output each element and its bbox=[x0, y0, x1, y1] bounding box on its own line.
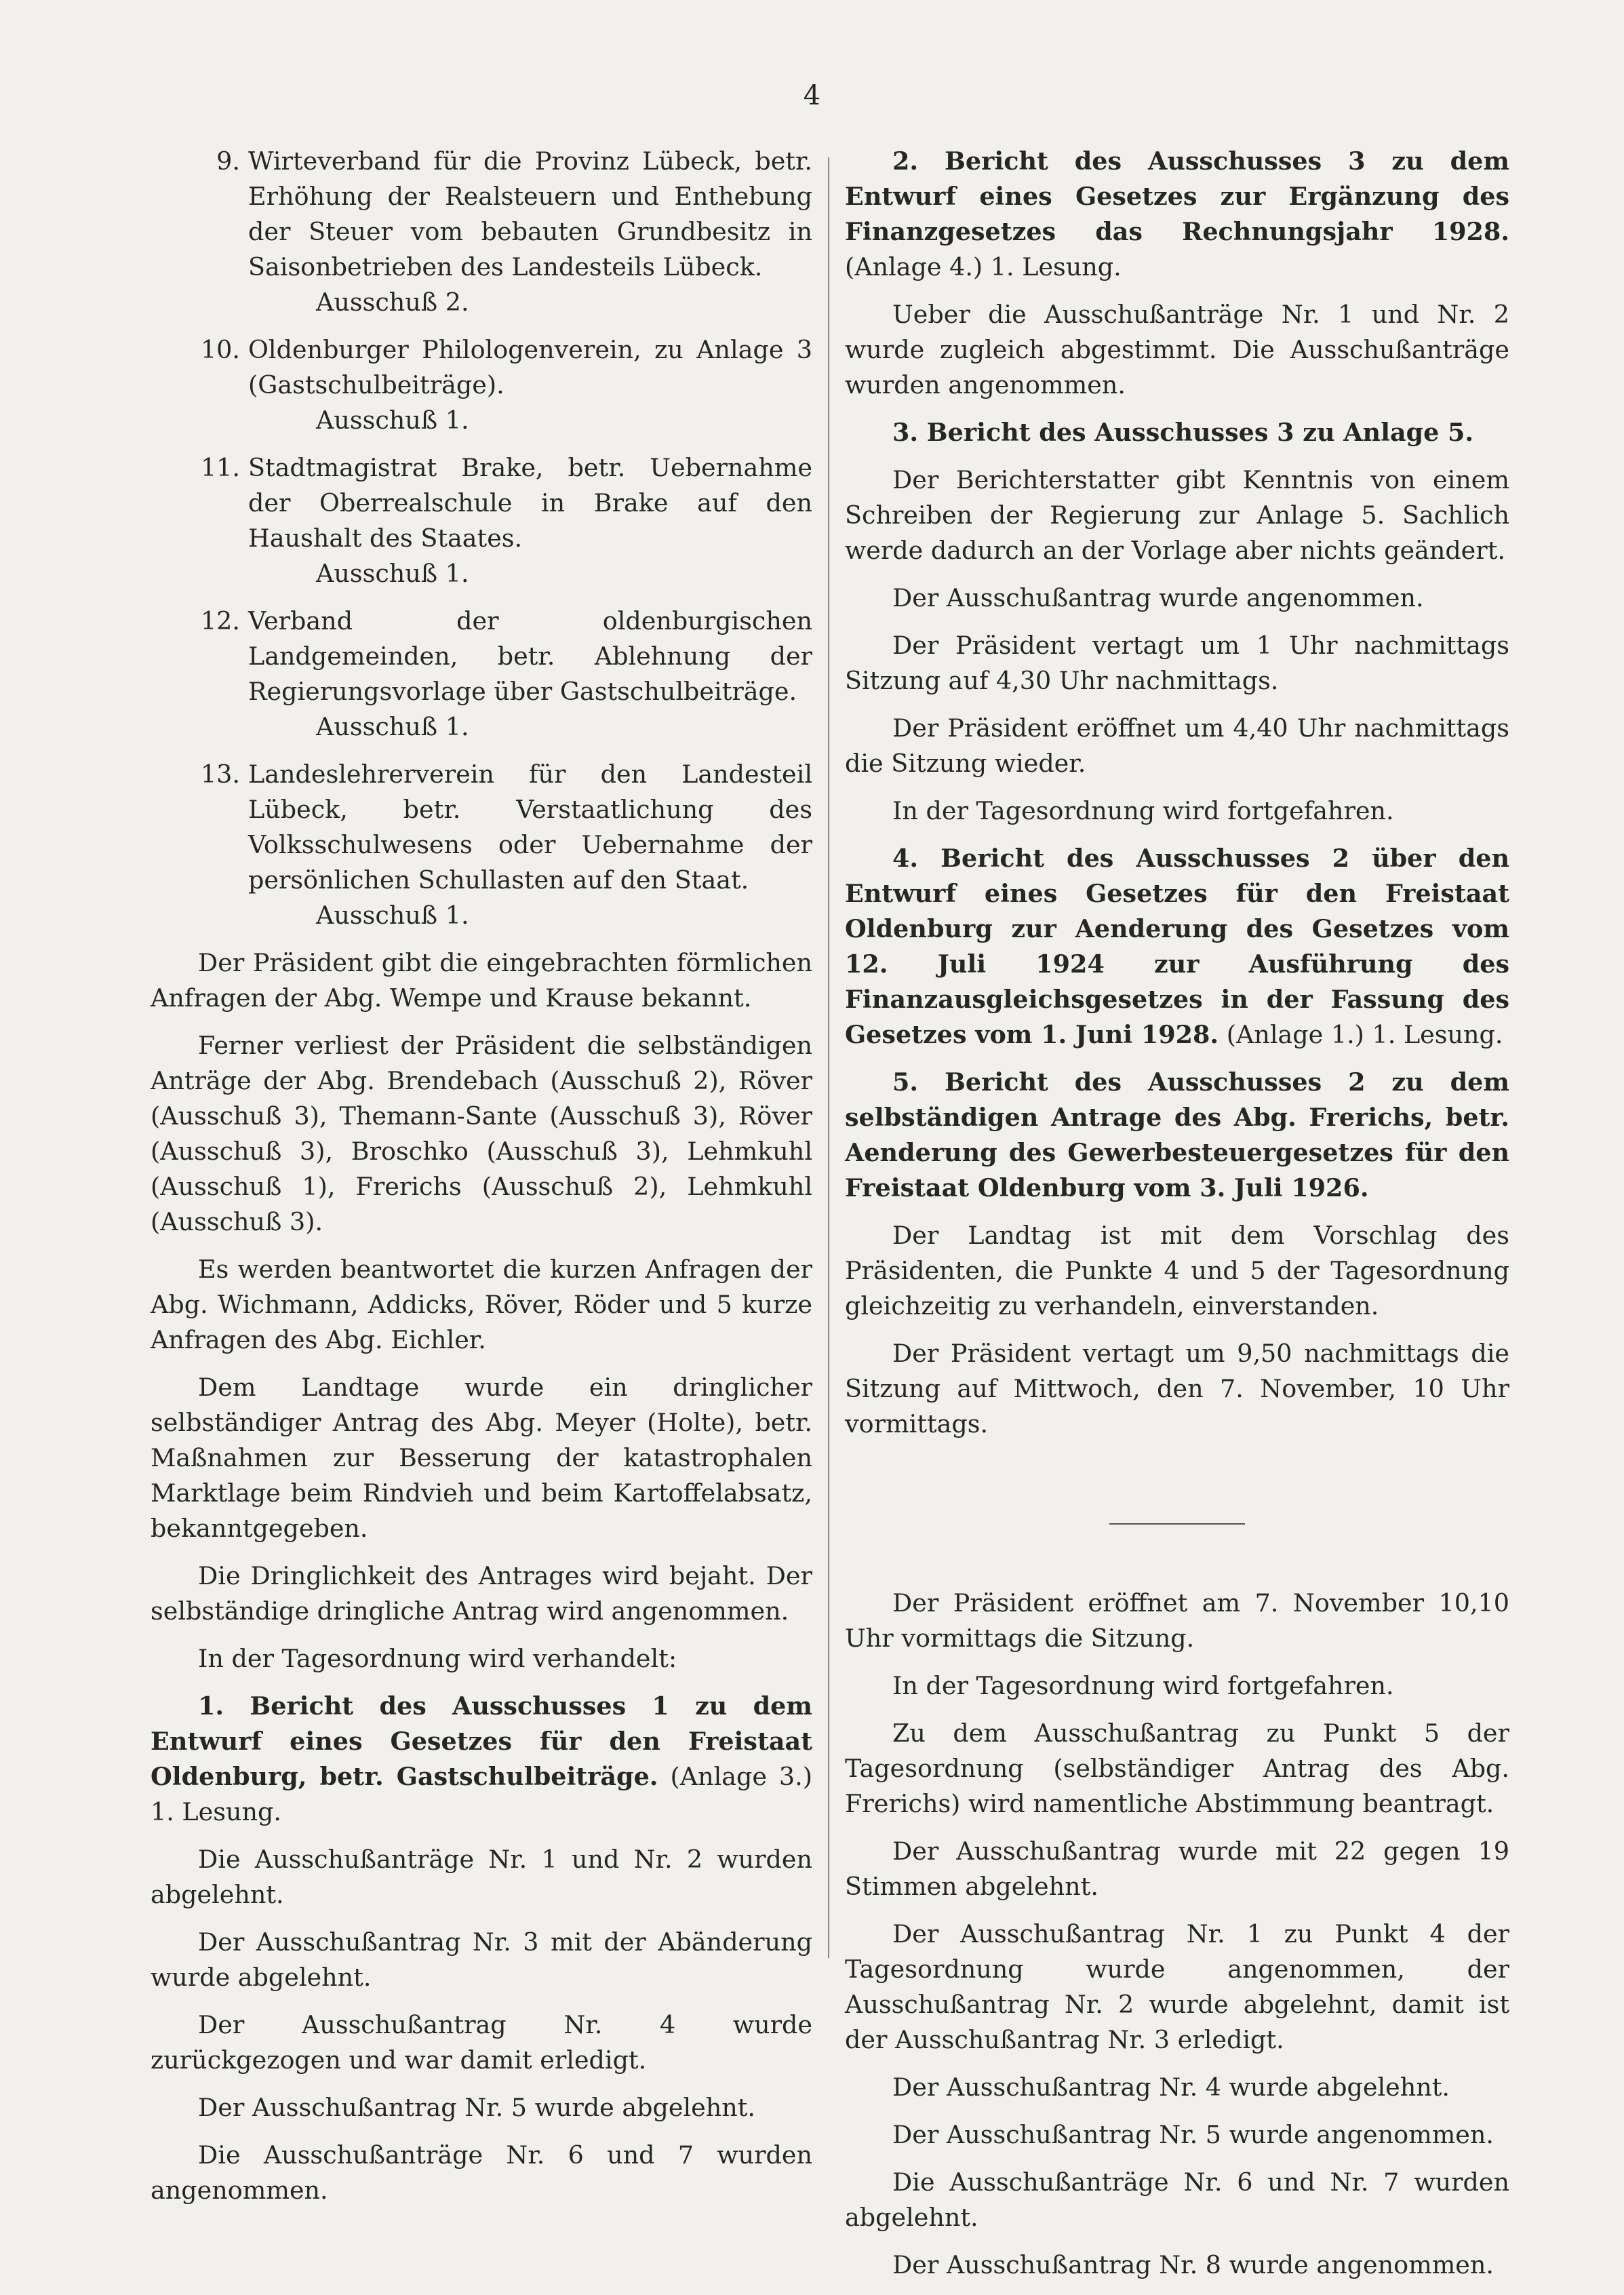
petition-text: Stadtmagistrat Brake, betr. Uebernahme der Oberrealschule in Brake auf den Haushalt des Staates. bbox=[248, 453, 812, 553]
paragraph: Der Ausschußantrag Nr. 4 wurde abgelehnt. bbox=[892, 2073, 1450, 2102]
right-column bbox=[845, 144, 1509, 2295]
petition-item bbox=[151, 757, 812, 933]
report-heading-paragraph bbox=[845, 1065, 1509, 1206]
petition-committee: Ausschuß 1. bbox=[316, 406, 469, 435]
paragraph: Der Präsident gibt die eingebrachten förmlichen Anfragen der Abg. Wempe und Krause bekannt. bbox=[151, 948, 812, 1013]
paragraph: Die Ausschußanträge Nr. 1 und Nr. 2 wurden abgelehnt. bbox=[151, 1845, 812, 1909]
report-heading: 5. Bericht des Ausschusses 2 zu dem selbständigen Antrage des Abg. Frerichs, betr. Aenderung des Gewerbesteuergesetzes für den Freistaat Oldenburg vom 3. Juli 1926. bbox=[845, 1067, 1509, 1202]
petition-number: 9. bbox=[216, 146, 240, 176]
paragraph: Der Ausschußantrag wurde angenommen. bbox=[892, 583, 1424, 612]
petition-item bbox=[151, 450, 812, 591]
petition-item bbox=[151, 604, 812, 745]
paragraph: Der Präsident vertagt um 1 Uhr nachmittags Sitzung auf 4,30 Uhr nachmittags. bbox=[845, 631, 1509, 695]
paragraph: Ferner verliest der Präsident die selbständigen Anträge der Abg. Brendebach (Ausschuß 2), Röver (Ausschuß 3), Themann-Sante (Ausschuß 3), Röver (Ausschuß 3), Broschko (Ausschuß 3), Lehmkuhl (Ausschuß 1), Frerichs (Ausschuß 2), Lehmkuhl (Ausschuß 3). bbox=[151, 1031, 812, 1236]
report-heading-suffix: (Anlage 1.) 1. Lesung. bbox=[1219, 1020, 1503, 1049]
petition-committee: Ausschuß 2. bbox=[316, 288, 469, 317]
paragraph: Die Dringlichkeit des Antrages wird bejaht. Der selbständige dringliche Antrag wird angenommen. bbox=[151, 1561, 812, 1626]
petition-number: 10. bbox=[200, 335, 240, 364]
paragraph: In der Tagesordnung wird fortgefahren. bbox=[892, 796, 1394, 825]
paragraph: Der Präsident vertagt um 9,50 nachmittags die Sitzung auf Mittwoch, den 7. November, 10 Uhr vormittags. bbox=[845, 1339, 1509, 1438]
paragraph: Es werden beantwortet die kurzen Anfragen der Abg. Wichmann, Addicks, Röver, Röder und 5 kurze Anfragen des Abg. Eichler. bbox=[151, 1255, 812, 1354]
paragraph: Der Berichterstatter gibt Kenntnis von einem Schreiben der Regierung zur Anlage 5. Sachlich werde dadurch an der Vorlage aber nichts geändert. bbox=[845, 465, 1509, 565]
report-heading: 1. Bericht des Ausschusses 1 zu dem Entwurf eines Gesetzes für den Freistaat Oldenburg, betr. Gastschulbeiträge. bbox=[151, 1691, 812, 1791]
petition-item bbox=[151, 144, 812, 320]
report-heading-paragraph bbox=[845, 415, 1509, 450]
paragraph: Der Ausschußantrag wurde mit 22 gegen 19 Stimmen abgelehnt. bbox=[845, 1837, 1509, 1901]
paragraph: In der Tagesordnung wird fortgefahren. bbox=[892, 1671, 1394, 1700]
paragraph: In der Tagesordnung wird verhandelt: bbox=[198, 1644, 677, 1673]
paragraph: Der Ausschußantrag Nr. 3 mit der Abänderung wurde abgelehnt. bbox=[151, 1927, 812, 1992]
petition-body bbox=[248, 144, 812, 320]
paragraph: Dem Landtage wurde ein dringlicher selbständiger Antrag des Abg. Meyer (Holte), betr. Maßnahmen zur Besserung der katastrophalen Marktlage beim Rindvieh und beim Kartoffelabsatz, bekanntgegeben. bbox=[151, 1373, 812, 1543]
paragraph: Ueber die Ausschußanträge Nr. 1 und Nr. 2 wurde zugleich abgestimmt. Die Ausschußanträge wurden angenommen. bbox=[845, 300, 1509, 399]
petition-number: 13. bbox=[200, 760, 240, 789]
paragraph: Zu dem Ausschußantrag zu Punkt 5 der Tagesordnung (selbständiger Antrag des Abg. Frerichs) wird namentliche Abstimmung beantragt. bbox=[845, 1719, 1509, 1818]
paragraph: Die Ausschußanträge Nr. 6 und 7 wurden angenommen. bbox=[151, 2140, 812, 2205]
paragraph: Der Präsident eröffnet um 4,40 Uhr nachmittags die Sitzung wieder. bbox=[845, 713, 1509, 778]
column-divider bbox=[828, 157, 829, 1958]
paragraph: Der Landtag ist mit dem Vorschlag des Präsidenten, die Punkte 4 und 5 der Tagesordnung gleichzeitig zu verhandeln, einverstanden. bbox=[845, 1221, 1509, 1320]
section-separator bbox=[1109, 1523, 1245, 1525]
petition-body bbox=[248, 450, 812, 591]
paragraph: Der Ausschußantrag Nr. 8 wurde angenommen. bbox=[892, 2250, 1494, 2279]
petition-committee: Ausschuß 1. bbox=[316, 901, 469, 930]
petition-number: 12. bbox=[200, 606, 240, 635]
petition-text: Verband der oldenburgischen Landgemeinden, betr. Ablehnung der Regierungsvorlage über Gastschulbeiträge. bbox=[248, 606, 812, 706]
left-column bbox=[151, 144, 812, 2220]
report-heading-paragraph bbox=[151, 1689, 812, 1830]
report-heading: 4. Bericht des Ausschusses 2 über den Entwurf eines Gesetzes für den Freistaat Oldenburg zur Aenderung des Gesetzes vom 12. Juli 1924 zur Ausführung des Finanzausgleichsgesetzes in der Fassung des Gesetzes vom 1. Juni 1928. bbox=[845, 844, 1509, 1049]
paragraph: Der Ausschußantrag Nr. 5 wurde angenommen. bbox=[892, 2120, 1494, 2149]
petition-number: 11. bbox=[200, 453, 240, 482]
petition-text: Landeslehrerverein für den Landesteil Lübeck, betr. Verstaatlichung des Volksschulwesens oder Uebernahme der persönlichen Schullasten auf den Staat. bbox=[248, 760, 812, 895]
petition-committee: Ausschuß 1. bbox=[316, 712, 469, 741]
report-heading-paragraph bbox=[845, 841, 1509, 1053]
paragraph: Der Ausschußantrag Nr. 4 wurde zurückgezogen und war damit erledigt. bbox=[151, 2010, 812, 2075]
paragraph: Der Präsident eröffnet am 7. November 10,10 Uhr vormittags die Sitzung. bbox=[845, 1588, 1509, 1653]
report-heading: 3. Bericht des Ausschusses 3 zu Anlage 5. bbox=[892, 418, 1474, 447]
page-number: 4 bbox=[803, 80, 821, 111]
petition-body bbox=[248, 604, 812, 745]
report-heading: 2. Bericht des Ausschusses 3 zu dem Entwurf eines Gesetzes zur Ergänzung des Finanzgesetzes das Rechnungsjahr 1928. bbox=[845, 146, 1509, 246]
petition-body bbox=[248, 757, 812, 933]
petition-committee: Ausschuß 1. bbox=[316, 559, 469, 588]
petition-text: Wirteverband für die Provinz Lübeck, betr. Erhöhung der Realsteuern und Enthebung der Steuer vom bebauten Grundbesitz in Saisonbetrieben des Landesteils Lübeck. bbox=[248, 146, 812, 281]
report-heading-suffix: (Anlage 4.) 1. Lesung. bbox=[845, 252, 1122, 281]
report-heading-paragraph bbox=[845, 144, 1509, 285]
petition-body bbox=[248, 332, 812, 438]
petition-text: Oldenburger Philologenverein, zu Anlage 3 (Gastschulbeiträge). bbox=[248, 335, 812, 399]
petition-item bbox=[151, 332, 812, 438]
paragraph: Der Ausschußantrag Nr. 1 zu Punkt 4 der Tagesordnung wurde angenommen, der Ausschußantrag Nr. 2 wurde abgelehnt, damit ist der Ausschußantrag Nr. 3 erledigt. bbox=[845, 1919, 1509, 2054]
report-heading-suffix: (Anlage 3.) 1. Lesung. bbox=[151, 1762, 812, 1826]
paragraph: Die Ausschußanträge Nr. 6 und Nr. 7 wurden abgelehnt. bbox=[845, 2168, 1509, 2232]
paragraph: Der Ausschußantrag Nr. 5 wurde abgelehnt. bbox=[198, 2093, 756, 2122]
